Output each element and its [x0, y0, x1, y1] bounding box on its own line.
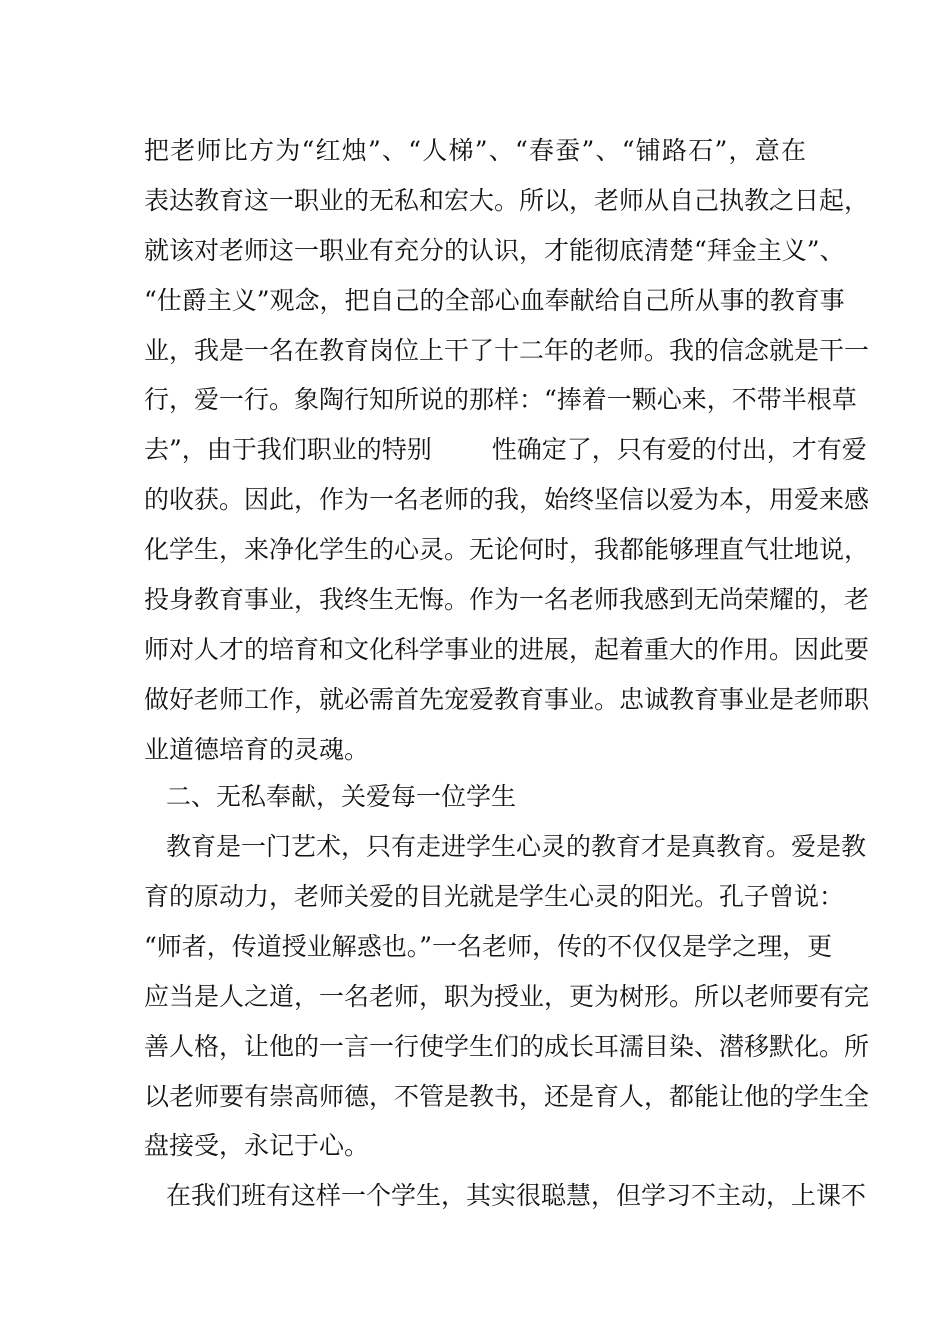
paragraph-line: 投身教育事业，我终生无悔。作为一名老师我感到无尚荣耀的，老 [144, 585, 870, 614]
section-heading: 二、无私奉献，关爱每一位学生 [166, 782, 517, 811]
paragraph-line: 行，爱一行。象陶行知所说的那样：“捧着一颗心来，不带半根草 [144, 385, 857, 414]
line-segment: 性确定了，只有爱的付出，才有爱 [491, 435, 867, 464]
paragraph-line: “仕爵主义”观念，把自己的全部心血奉献给自己所从事的教育事 [144, 286, 845, 315]
paragraph-line: 的收获。因此，作为一名老师的我，始终坚信以爱为本，用爱来感 [144, 485, 870, 514]
line-segment: 去”，由于我们职业的特别 [144, 435, 432, 464]
paragraph-line: 把老师比方为“红烛”、“人梯”、“春蚕”、“铺路石”，意在 [144, 136, 806, 165]
paragraph-line: 盘接受，永记于心。 [144, 1131, 370, 1160]
paragraph-line: 教育是一门艺术，只有走进学生心灵的教育才是真教育。爱是教 [166, 832, 867, 861]
paragraph-line: “师者，传道授业解惑也。”一名老师，传的不仅仅是学之理，更 [144, 932, 833, 961]
paragraph-line: 应当是人之道，一名老师，职为授业，更为树形。所以老师要有完 [144, 982, 870, 1011]
paragraph-line: 以老师要有崇高师德，不管是教书，还是育人，都能让他的学生全 [144, 1082, 870, 1111]
paragraph-line: 业，我是一名在教育岗位上干了十二年的老师。我的信念就是干一 [144, 336, 870, 365]
paragraph-line: 在我们班有这样一个学生，其实很聪慧，但学习不主动，上课不 [166, 1181, 867, 1210]
paragraph-line: 就该对老师这一职业有充分的认识，才能彻底清楚“拜金主义”、 [144, 236, 845, 265]
paragraph-line: 做好老师工作，就必需首先宠爱教育事业。忠诚教育事业是老师职 [144, 685, 870, 714]
paragraph-line: 师对人才的培育和文化科学事业的进展，起着重大的作用。因此要 [144, 635, 870, 664]
paragraph-line: 表达教育这一职业的无私和宏大。所以，老师从自己执教之日起， [144, 186, 870, 215]
paragraph-line: 育的原动力，老师关爱的目光就是学生心灵的阳光。孔子曾说： [144, 882, 845, 911]
paragraph-line: 化学生，来净化学生的心灵。无论何时，我都能够理直气壮地说， [144, 535, 870, 564]
paragraph-line: 业道德培育的灵魂。 [144, 735, 370, 764]
paragraph-line: 善人格，让他的一言一行使学生们的成长耳濡目染、潜移默化。所 [144, 1032, 870, 1061]
paragraph-line [144, 434, 867, 466]
